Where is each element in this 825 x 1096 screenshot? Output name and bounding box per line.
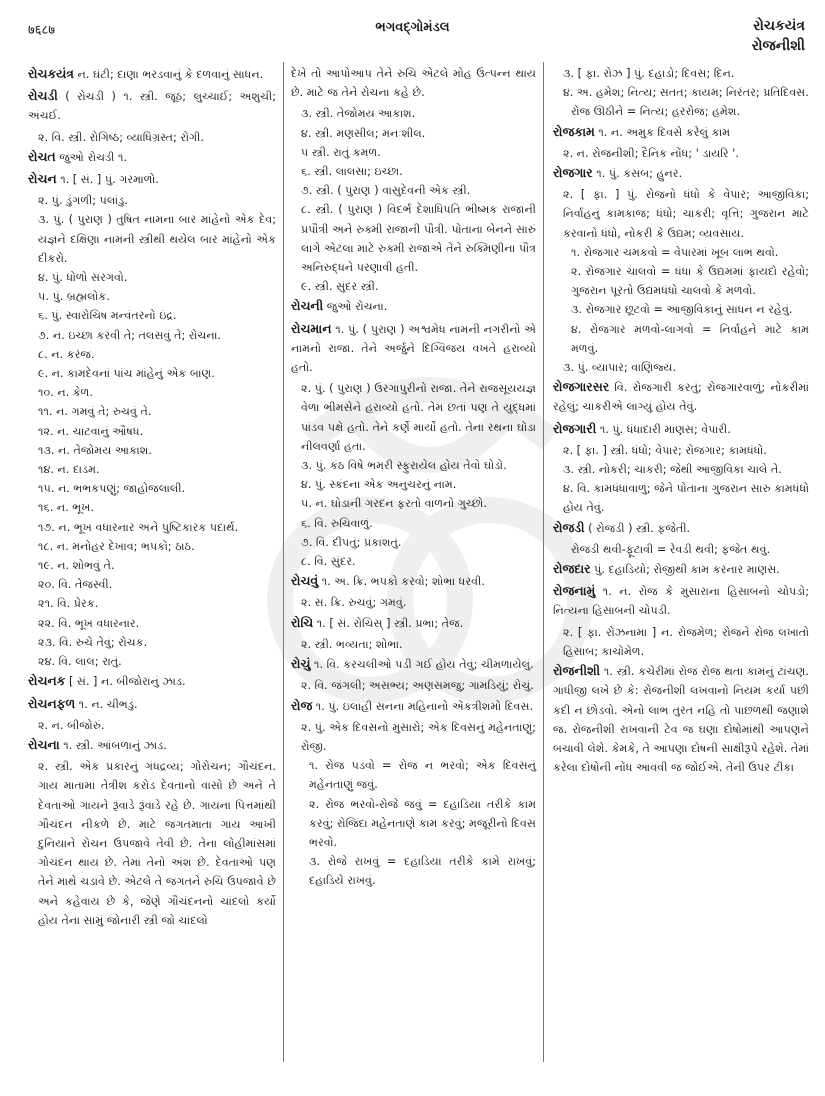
dictionary-entry: [28, 169, 276, 189]
idiom-phrase: ૨. રોજ ભરવો-રોજે જવું = દહાડિયા તરીકે કામ કરવું; રોજિંદા મહેનતાણે કામ કરવું; મજૂરીનો દિવસ ભરવો.: [309, 797, 536, 849]
headword: રોચની: [291, 298, 324, 314]
idiom-phrase: ૩. રોજે રાખવું = દહાડિયા તરીકે કામે રાખવું; દહાડિયે રાખવું.: [309, 855, 536, 888]
sense-definition: ૧૮. ન. મનોહર દેખાવ; ભપકો; ઠાઠ.: [38, 539, 195, 553]
sense-definition: ૨. પું. ( પુરાણ ) ઉરગાપુરીનો રાજા. તેને રાજસૂયયજ્ઞ વેળા ભીમસેને હરાવ્યો હતો. તેમ છતાં પણ તે યુદ્ધમાં પાંડવ પક્ષે હતો. તેને કર્ણે માર્યો હતો. તેના રથના ઘોડા નીલવર્ણા હતા.: [301, 382, 536, 453]
definition-text: જુઓ રોચડી ૧.: [55, 150, 128, 164]
sense-definition: ૨. ન. બીજોરું.: [38, 718, 105, 732]
dictionary-entry: [291, 696, 536, 716]
sense-definition: ૫. પું. બ્રહ્મલોક.: [38, 290, 110, 304]
headword: રોજનીશી: [553, 663, 601, 679]
page-header: [0, 0, 825, 58]
sense-definition: ૨. [ ફા. રોઝનામા ] ન. રોજમેળ; રોજને રોજ લખાતો હિસાબ; કાચોમેળ.: [563, 625, 809, 658]
column-divider: [543, 62, 544, 1062]
sense-definition: ૪. પું. સ્કંદના એક અનુચરનું નામ.: [301, 478, 457, 492]
dictionary-entry: [291, 571, 536, 591]
idiom-phrase: ૧. રોજગાર ચમકવો = વેપારમાં ખૂબ લાભ થવો.: [571, 245, 779, 259]
sense-definition: ૨. ન. રોજનીશી; દૈનિક નોંધ; ' ડાયરિ '.: [563, 146, 739, 160]
sense-definition: ૩. પું. વ્યાપાર; વાણિજ્ય.: [563, 361, 677, 375]
running-title: ભગવદ્ગોમંડલ: [375, 20, 450, 35]
guide-word-first: રોચકયંત્ર: [753, 18, 805, 34]
definition-text: ૧. પું. કસબ; હુનર.: [592, 167, 683, 181]
headword: રોજદાર: [553, 561, 591, 577]
idiom-phrase: ૪. રોજગાર મળવો-લાગવો = નિર્વાહને માટે કામ મળવું.: [571, 322, 809, 355]
dictionary-entry: [553, 377, 809, 416]
dictionary-entry: [553, 661, 809, 777]
sense-definition: ૯. સ્ત્રી. સુંદર સ્ત્રી.: [301, 280, 379, 294]
headword: રોચડી: [28, 88, 58, 104]
definition-text: વિ. રોજગારી કરતું; રોજગારવાળું; નોકરીમાં રહેલું; ચાકરીએ લાગ્યું હોય તેવું.: [553, 381, 809, 414]
sense-definition: ૨. સ્ત્રી. એક પ્રકારનું ગંધદ્રવ્ય; ગોરોચન; ગૌચંદન. ગાય માતામાં તેત્રીશ કરોડ દેવતાનો વાસો છે અને તે દેવતાઓ ગાયને રૂંવાડે રૂંવાડે રહે છે. ગાયના પિત્તમાંથી ગૌચંદન નીકળે છે. માટે જગતમાતા ગાય આખી દુનિયાને રોચન ઉપજાવે તેવી છે. તેના લોહીમાંસમાં ગોચંદન થાય છે. તેમાં તેનો અંશ છે. દેવતાઓ પણ તેને માથે ચડાવે છે. એટલે તે જગતને રુચિ ઉપજાવે છે અને કહેવાય છે કે, જેણે ગૌચંદનનો ચાંદલો કર્યો હોય તેના સામું જોનારી સ્ત્રી જો ચાંદલો: [38, 760, 276, 927]
dictionary-entry: [28, 671, 276, 691]
sense-definition: ૧૩. ન. તેજોમય આકાશ.: [38, 443, 152, 457]
sense-definition: ૬. વિ. રુચિવાળું.: [301, 516, 373, 530]
headword: રોચનફળ: [28, 695, 76, 711]
sense-definition: ૬. પું. સ્વારોચિષ મન્વંતરનો ઇંદ્ર.: [38, 309, 177, 323]
sense-definition: ૩. સ્ત્રી. નોકરી; ચાકરી; જેથી આજીવિકા ચાલે તે.: [563, 463, 782, 477]
definition-text: ૧. ન. અમુક દિવસે કરેલું કામ: [594, 125, 731, 139]
dictionary-entry: [291, 613, 536, 633]
continued-text: દેખે તો આપોઆપ તેને રુચિ એટલે મોહ ઉત્પન્ન થાય છે. માટે જ તેને રોચના કહે છે.: [291, 67, 536, 100]
definition-text: જુઓ રોચના.: [323, 300, 388, 314]
sense-definition: ૪. વિ. કામધંધાવાળું; જેને પોતાના ગુજરાન સારુ કામધંધો હોય તેવું.: [563, 482, 809, 515]
sense-definition: ૭. સ્ત્રી. ( પુરાણ ) વાસુદેવની એક સ્ત્રી.: [301, 184, 471, 198]
column-2: [291, 64, 536, 891]
dictionary-entry: [28, 735, 276, 755]
page-number: ७६८७: [28, 23, 56, 38]
headword: રોચત: [28, 148, 56, 164]
definition-text: ૧. અ. ક્રિ. ભપકો કરવો; શોભા ધરવી.: [318, 575, 485, 589]
dictionary-entry: [553, 518, 809, 538]
sense-definition: ૪. અ. હમેશ; નિત્ય; સતત; કાયમ; નિરંતર; પ્રતિદિવસ.: [563, 86, 809, 100]
headword: રોચિ: [291, 614, 314, 630]
sense-definition: ૧૨. ન. ચાટવાનું ઔષધ.: [38, 424, 144, 438]
sense-definition: ૭. ન. ઇચ્છા કરવી તે; તલસવું તે; રોચના.: [38, 328, 221, 342]
sense-definition: ૯. ન. કામદેવનાં પાંચ માંહેનું એક બાણ.: [38, 367, 215, 381]
definition-text: ૧. પું. ઇલાહી સનના મહિનાનો એકત્રીશમો દિવસ.: [312, 699, 534, 713]
dictionary-entry: [291, 654, 536, 674]
sense-definition: ૧૧. ન. ગમવું તે; રુચવું તે.: [38, 405, 152, 419]
sense-definition: ૮. ન. કરંજ.: [38, 347, 95, 361]
headword: રોચનક: [28, 673, 66, 689]
column-divider: [283, 62, 284, 1062]
sense-definition: ૭. વિ. દીપતું; પ્રકાશતું.: [301, 535, 402, 549]
headword: રોજગાર: [553, 165, 593, 181]
dictionary-entry: [28, 147, 276, 167]
dictionary-entry: [291, 319, 536, 378]
dictionary-entry: [28, 694, 276, 714]
definition-text: ૧. ન. રોજ કે મુસારાના હિસાબનો ચોપડો; નિત્યના હિસાબની ચોપડી.: [553, 585, 809, 618]
sense-definition: ૩. સ્ત્રી. તેજોમય આકાશ.: [301, 107, 416, 121]
guide-words: [752, 16, 805, 56]
definition-text: ૧. સ્ત્રી. કચેરીમાં રોજ રોજ થતા કામનું ટાંચણ. ગાંધીજી લખે છે કે: રોજનીશી લખવાનો નિયમ કર્યા પછી કદી ન છોડવો. એનો લાભ તુરત નહિ તો પાછળથી જણાશે જ. રોજનીશી રાખવાની ટેવ જ ઘણા દોષોમાંથી આપણને બચાવી લેશે. કેમકે, તે આપણા દોષની સાક્ષીરૂપે રહેશે. તેમાં કરેલા દોષોની નોંધ આવવી જ જોઈએ. તેની ઉપર ટીકા: [553, 665, 809, 775]
sense-definition: ૨. વિ. જંગલી; અસભ્ય; અણસમજુ; ગામડિયું; રોચું.: [301, 679, 534, 693]
sense-definition: ૧૪. ન. દાડમ.: [38, 463, 100, 477]
definition-text: ૧. વિ. કરચલીઓ પડી ગઈ હોય તેવું; ચીમળાયેલું.: [310, 658, 534, 672]
column-3: [553, 64, 809, 779]
dictionary-entry: [553, 163, 809, 183]
sense-definition: ૧૭. ન. ભૂખ વધારનાર અને પુષ્ટિકારક પદાર્થ.: [38, 520, 239, 534]
headword: રોચું: [291, 656, 311, 672]
dictionary-entry: [291, 296, 536, 316]
sense-definition: ૮. સ્ત્રી. ( પુરાણ ) વિદર્ભ દેશાધિપતિ ભીષ્મક રાજાની પ્રપૌત્રી અને રુક્મી રાજાની પૌત્રી. પોતાના બેનને સારું લાગે એટલા માટે રુક્મી રાજાએ તેને રુક્મિણીના પૌત્ર અનિરુદ્ધને પરણાવી હતી.: [301, 203, 536, 275]
headword: રોજ: [291, 697, 313, 713]
sense-definition: ૨. પું. એક દિવસનો મુસારો; એક દિવસનું મહેનતાણું; રોજી.: [301, 720, 536, 753]
sense-definition: ૩. [ ફા. રોઝ ] પું. દહાડો; દિવસ; દિન.: [563, 67, 735, 80]
headword: રોજનામું: [553, 583, 596, 599]
definition-text: [ સં. ] ન. બીજોરાનું ઝાડ.: [65, 675, 186, 689]
dictionary-entry: [28, 64, 276, 84]
idiom-phrase: રોજ ઊઠીને = નિત્ય; હરરોજ; હમેશ.: [571, 105, 741, 119]
sense-definition: ૧૫. ન. ભભકપણું; જાહોજલાલી.: [38, 482, 186, 496]
sense-definition: ૨૨. વિ. ભૂખ વધારનાર.: [38, 616, 140, 630]
definition-text: ૧. પું. ( પુરાણ ) અશ્વમેધ નામની નગરીનો એ નામનો રાજા. તેને અર્જુને દિગ્વિજય વખતે હરાવ્યો હતો.: [291, 322, 536, 375]
idiom-phrase: ૩. રોજગાર છૂટવો = આજીવિકાનું સાધન ન રહેવું.: [571, 303, 793, 317]
definition-text: ૧. પું. ધંધાદારી માણસ; વેપારી.: [596, 422, 731, 436]
sense-definition: ૨. સ. ક્રિ. રુચવું; ગમવું.: [301, 596, 407, 610]
dictionary-entry: [553, 122, 809, 142]
sense-definition: ૪. પું. ધોળો સરગવો.: [38, 271, 128, 285]
sense-definition: ૨. [ ફા. ] પું. રોજનો ધંધો કે વેપાર; આજીવિકા; નિર્વાહનું કામકાજ; ધંધો; ચાકરી; વૃત્તિ; ગુજરાન માટે કરવાનો ધંધો, નોકરી કે ઉદ્યમ; વ્યવસાય.: [563, 188, 809, 240]
definition-text: ૧. ન. ચીભડું.: [75, 697, 138, 711]
headword: રોચન: [28, 171, 57, 187]
definition-text: ( રોચડી ) ૧. સ્ત્રી. જૂઠ; લુચ્ચાઈ; અશુચી; અંચઈ.: [28, 90, 276, 123]
definition-text: ૧. [ સં. રોચિસ્ ] સ્ત્રી. પ્રભા; તેજ.: [313, 616, 464, 630]
dictionary-entry: [553, 419, 809, 439]
headword: રોજગારસર: [553, 379, 610, 395]
sense-definition: ૪. સ્ત્રી. મણસીલ; મનઃશીલ.: [301, 126, 426, 140]
sense-definition: ૧૯. ન. શોભવું તે.: [38, 559, 115, 573]
definition-text: ( રોજડી ) સ્ત્રી. ફજેતી.: [584, 521, 691, 535]
sense-definition: ૧૬. ન. ભૂખ.: [38, 501, 95, 515]
column-1: [28, 64, 276, 930]
headword: રોચમાન: [291, 320, 332, 336]
headword: રોજડી: [553, 519, 585, 535]
sense-definition: ૨૦. વિ. તેજસ્વી.: [38, 578, 113, 592]
sense-definition: ૩. પું. કંઠ વિષે ભમરી સ્ફુરાયેલ હોય તેવો ઘોડો.: [301, 459, 507, 473]
sense-definition: ૨. પું. ડુંગળી; પલાંડુ.: [38, 194, 128, 208]
idiom-phrase: રોજડી થવી-ફૂટાવી = રેવડી થવી; ફજેત થવું.: [571, 542, 771, 556]
sense-definition: ૨. [ ફા. ] સ્ત્રી. ધંધો; વેપાર; રોજગાર; કામધંધો.: [563, 443, 767, 457]
sense-definition: ૨. સ્ત્રી. ભવ્યતા; શોભા.: [301, 637, 403, 651]
dictionary-entry: [553, 581, 809, 620]
sense-definition: ૮. વિ. સુંદર.: [301, 555, 356, 569]
dictionary-entry: [553, 559, 809, 579]
definition-text: પું. દહાડિયો; રોજીથી કામ કરનાર માણસ.: [590, 563, 780, 577]
dictionary-entry: [28, 86, 276, 125]
sense-definition: ૨૪. વિ. લાલ; રાતું.: [38, 655, 122, 669]
sense-definition: ૫. ન. ઘોડાની ગરદન ફરતો વાળનો ગુચ્છો.: [301, 497, 487, 511]
idiom-phrase: ૧. રોજ પડવો = રોજ ન ભરવો; એક દિવસનું મહેનતાણું જવું.: [309, 759, 536, 792]
headword: રોચકયંત્ર: [28, 66, 74, 81]
guide-word-last: રોજનીશી: [751, 38, 805, 54]
sense-definition: ૬. સ્ત્રી. લાલસા; ઇચ્છા.: [301, 165, 403, 179]
definition-text: ન. ઘંટી; દાણા ભરડવાનું કે દળવાનું સાધન.: [73, 68, 264, 81]
headword: રોચવું: [291, 573, 319, 589]
sense-definition: ૫ સ્ત્રી. રાતું કમળ.: [301, 145, 381, 159]
sense-definition: ૨૩. વિ. રુચે તેવું; રોચક.: [38, 635, 148, 649]
sense-definition: ૧૦. ન. કેળ.: [38, 386, 93, 400]
sense-definition: ૨૧. વિ. પ્રેરક.: [38, 597, 99, 611]
definition-text: ૧. સ્ત્રી. આંબળાનું ઝાડ.: [59, 738, 167, 752]
headword: રોજકામ: [553, 123, 595, 139]
sense-definition: ૨. વિ. સ્ત્રી. રોગિષ્ઠ; વ્યાધિગ્રસ્ત; રોગી.: [38, 130, 204, 144]
headword: રોચના: [28, 736, 60, 752]
sense-definition: ૩. પું. ( પુરાણ ) તુષિત નામના બાર માંહેનો એક દેવ; યજ્ઞને દક્ષિણા નામની સ્ત્રીથી થયેલ બાર માંહેનો એક દીકરો.: [38, 213, 276, 265]
headword: રોજગારી: [553, 420, 597, 436]
idiom-phrase: ૨. રોજગાર ચાલવો = ધંધા કે ઉદ્યમમાં ફાયદો રહેવો; ગુજરાન પૂરતો ઉદ્યમધંધો ચાલવો કે મળવો.: [571, 265, 809, 298]
definition-text: ૧. [ સં. ] પું. ગરમાળો.: [56, 173, 159, 187]
